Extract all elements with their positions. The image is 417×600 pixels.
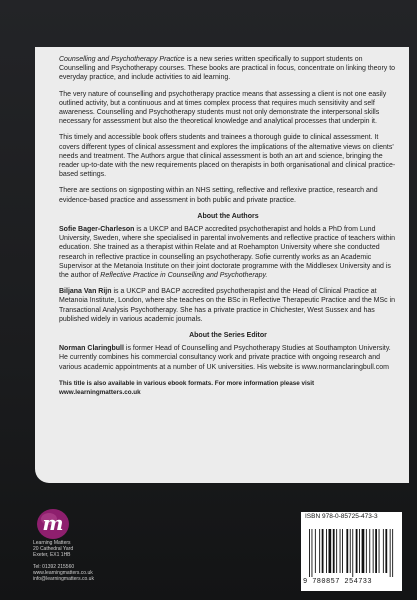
blurb-paragraph-3: This timely and accessible book offers students and trainees a thorough guide to clinical assessment. It covers different types of clinical assessment and explores the implications of the alternative views on clients' needs and treatment. The Authors argue that clinical assessment is both an art and science, bringing the reader up-to-date with the new requirements placed on therapists in both organisational and clinical practice-based settings. (59, 134, 396, 179)
blurb-paragraph-1 (59, 55, 397, 83)
editor-heading: About the Series Editor (189, 332, 267, 340)
blurb-paragraph-4: There are sections on signposting within an NHS setting, reflective and reflexive practice, research and evidence-based practice and assessment in both public and private practice. (59, 187, 378, 204)
publisher-address-2: Exeter, EX1 1HB (33, 552, 71, 559)
isbn-label: ISBN 978-0-85725-473-3 (305, 513, 378, 520)
publisher-tel: Tel: 01392 215560 (33, 563, 75, 570)
editor-name: Norman Claringbull (59, 345, 124, 353)
author-1-name: Sofie Bager-Charleson (59, 226, 135, 234)
barcode-digits: 9 780857 254733 (303, 578, 373, 586)
publisher-address-1: 20 Cathedral Yard (33, 546, 74, 553)
publisher-web[interactable]: www.learningmatters.co.uk (33, 569, 93, 576)
author-2-text: is a UKCP and BACP accredited psychotherapist and the Head of Clinical Practice at Metanoia Institute, London, where she teaches on the BSc in Reflective Therapeutic Practice and the MSc in Transactional Analysis Psychotherapy. She has a private practice in Chichester, West Sussex and has published widely in various academic journals. (59, 288, 396, 323)
publisher-name: Learning Matters (33, 540, 71, 546)
publisher-info (33, 540, 94, 582)
authors-heading: About the Authors (197, 212, 259, 220)
availability-note: This title is also available in various ebook formats. For more information please visit www.learningmatters.co.uk (59, 379, 315, 397)
logo-letter: m (42, 511, 64, 535)
blurb-paragraph-2: The very nature of counselling and psychotherapy practice means that assessing a client is not one easily outlined activity, but a continuous and at times complex process that requires much sensitivity and self awareness. Counselling and Psychotherapy students must not only demonstrate the interpersonal skills necessary for assessment but also the theoretical knowledge and analytical processes that underpin it. (59, 90, 387, 126)
blurb-paragraph-1-text: is a new series written specifically to support students on Counselling and Psychotherapy courses. These books are practical in focus, concentrate on linking theory to everyday practice, and include activities to aid learning. (59, 56, 396, 82)
blurb-text (59, 55, 397, 397)
author-2-bio (59, 287, 397, 324)
publisher-logo-icon (36, 507, 70, 541)
publisher-email[interactable]: info@learningmatters.co.uk (33, 576, 94, 583)
barcode-box (301, 512, 402, 591)
author-1-bio (59, 225, 397, 280)
series-title: Counselling and Psychotherapy Practice (59, 56, 185, 63)
barcode-icon (307, 529, 397, 577)
blurb-panel (35, 47, 409, 483)
author-1-text: is a UKCP and BACP accredited psychotherapist and holds a PhD from Lund University, Sweden, where she specialised in parental involvements and reflective practice of teachers within education. She trained as a therapist within Relate and at Roehampton University where she conducted research in reflective practice in counselling an psychotherapy. Sofie currently works as an Academic Supervisor at the Metanoia Institute on their joint doctorate programme with the Middlesex University and is the author of (59, 226, 396, 280)
author-1-book-title: Reflective Practice in Counselling and Psychotherapy. (100, 272, 268, 280)
editor-bio (59, 344, 397, 372)
editor-text: is former Head of Counselling and Psychotherapy Studies at Southampton University. He currently combines his commercial consultancy work and private practice with ongoing research and various academic appointments at a number of UK universities. His website is www.normanclaringbull.com (59, 345, 391, 371)
author-2-name: Biljana Van Rijn (59, 288, 112, 296)
